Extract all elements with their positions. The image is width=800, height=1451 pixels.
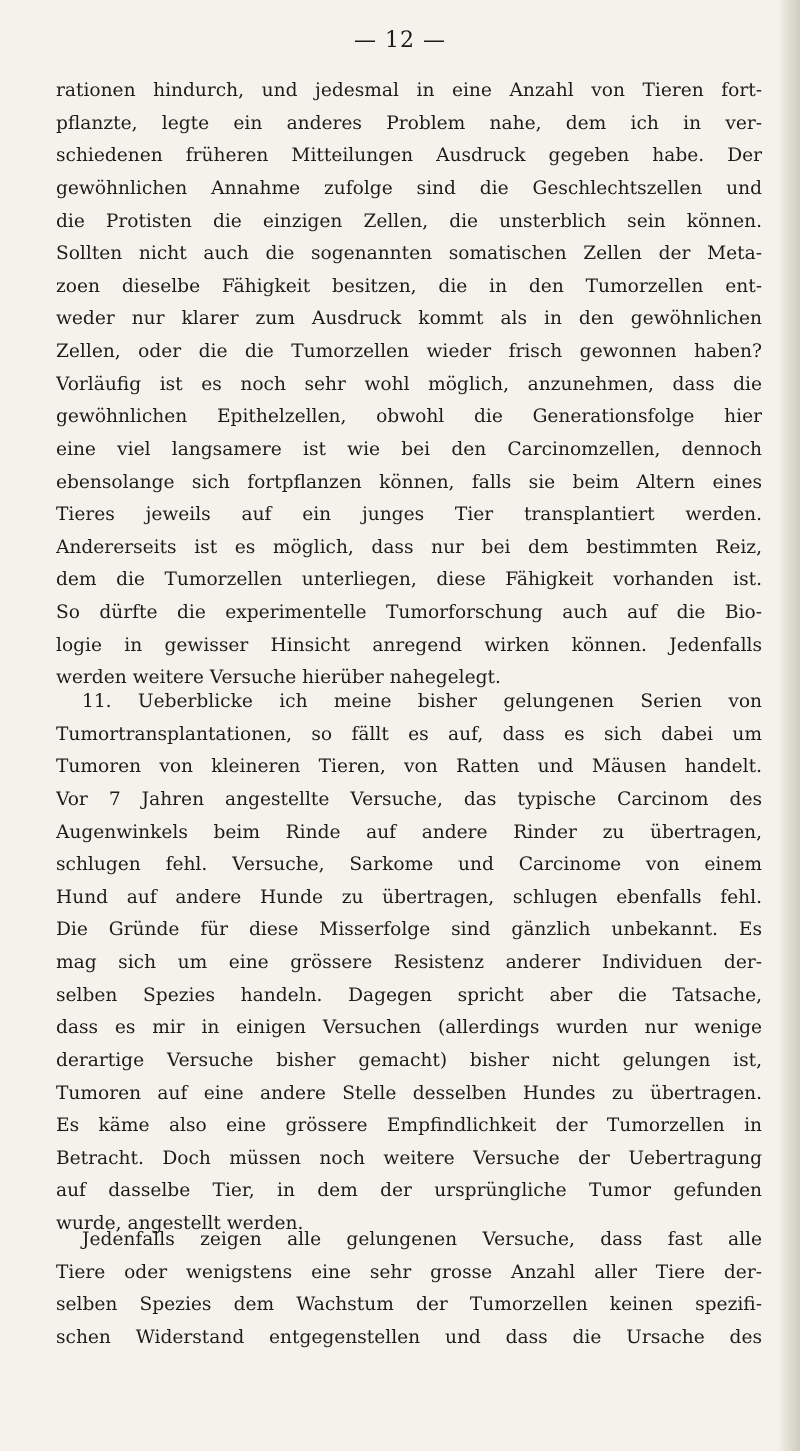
text-line: wurde, angestellt werden. — [56, 1213, 304, 1234]
text-line: pflanzte, legte ein anderes Problem nahe, dem ich in ver- — [56, 112, 762, 134]
paragraph-2 — [56, 686, 762, 1241]
text-line: 11. Ueberblicke ich meine bisher gelungenen Serien von — [82, 691, 762, 712]
text-line: schen Widerstand entgegenstellen und dass die Ursache des — [56, 1326, 762, 1348]
text-line: weder nur klarer zum Ausdruck kommt als in den gewöhnlichen — [56, 308, 762, 330]
text-line: Vor 7 Jahren angestellte Versuche, das typische Carcinom des — [56, 788, 762, 810]
text-line: derartige Versuche bisher gemacht) bisher nicht gelungen ist, — [56, 1049, 762, 1071]
text-line: gewöhnlichen Annahme zufolge sind die Geschlechtszellen und — [56, 177, 762, 199]
text-line: auf dasselbe Tier, in dem der ursprüngliche Tumor gefunden — [56, 1180, 762, 1202]
text-line: schlugen fehl. Versuche, Sarkome und Carcinome von einem — [56, 854, 762, 876]
paragraph-3 — [56, 1224, 762, 1355]
text-line: So dürfte die experimentelle Tumorforschung auch auf die Bio- — [56, 602, 762, 623]
text-line: Sollten nicht auch die sogenannten somatischen Zellen der Meta- — [56, 243, 762, 265]
text-line: Es käme also eine grössere Empfindlichkeit der Tumorzellen in — [56, 1115, 762, 1137]
text-line: ebensolange sich fortpflanzen können, falls sie beim Altern eines — [56, 471, 762, 493]
text-line: Tiere oder wenigstens eine sehr grosse Anzahl aller Tiere der- — [56, 1261, 762, 1283]
text-line: mag sich um eine grössere Resistenz anderer Individuen der- — [56, 952, 762, 973]
text-line: gewöhnlichen Epithelzellen, obwohl die Generationsfolge hier — [56, 406, 762, 428]
text-line: dem die Tumorzellen unterliegen, diese Fähigkeit vorhanden ist. — [56, 569, 762, 591]
text-line: Die Gründe für diese Misserfolge sind gänzlich unbekannt. Es — [56, 919, 762, 941]
text-line: dass es mir in einigen Versuchen (allerdings wurden nur wenige — [56, 1017, 762, 1039]
text-line: Vorläufig ist es noch sehr wohl möglich, anzunehmen, dass die — [56, 373, 762, 395]
text-line: Tumoren auf eine andere Stelle desselben Hundes zu übertragen. — [56, 1082, 762, 1104]
text-line: Andererseits ist es möglich, dass nur bei dem bestimmten Reiz, — [56, 536, 762, 558]
text-line: Tumoren von kleineren Tieren, von Ratten und Mäusen handelt. — [56, 756, 762, 778]
text-line: werden weitere Versuche hierüber nahegelegt. — [56, 667, 501, 689]
text-line: Hund auf andere Hunde zu übertragen, schlugen ebenfalls fehl. — [56, 886, 762, 908]
text-line: Jedenfalls zeigen alle gelungenen Versuche, dass fast alle — [82, 1229, 762, 1250]
text-line: Tieres jeweils auf ein junges Tier transplantiert werden. — [56, 504, 762, 526]
text-line: zoen dieselbe Fähigkeit besitzen, die in den Tumorzellen ent- — [56, 275, 762, 297]
text-line: selben Spezies dem Wachstum der Tumorzellen keinen spezifi- — [56, 1294, 762, 1316]
text-line: logie in gewisser Hinsicht anregend wirken können. Jedenfalls — [56, 634, 762, 656]
text-line: Betracht. Doch müssen noch weitere Versuche der Uebertragung — [56, 1147, 762, 1169]
page-edge-shadow — [778, 0, 800, 1451]
text-line: Augenwinkels beim Rinde auf andere Rinder zu übertragen, — [56, 821, 762, 843]
text-line: Zellen, oder die die Tumorzellen wieder frisch gewonnen haben? — [56, 341, 762, 362]
paragraph-1 — [56, 75, 762, 695]
text-line: rationen hindurch, und jedesmal in eine Anzahl von Tieren fort- — [56, 80, 762, 101]
page-number: — 12 — — [354, 28, 446, 53]
text-line: selben Spezies handeln. Dagegen spricht aber die Tatsache, — [56, 984, 762, 1006]
text-line: schiedenen früheren Mitteilungen Ausdruck gegeben habe. Der — [56, 145, 762, 167]
text-line: Tumortransplantationen, so fällt es auf, dass es sich dabei um — [56, 723, 762, 745]
text-line: eine viel langsamere ist wie bei den Carcinomzellen, dennoch — [56, 438, 762, 460]
text-line: die Protisten die einzigen Zellen, die unsterblich sein können. — [56, 210, 762, 232]
